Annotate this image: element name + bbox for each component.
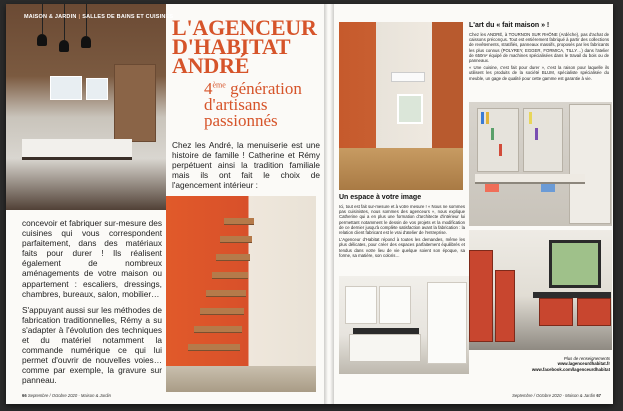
hallway-photo [339, 22, 463, 190]
body-paragraph: « Une cuisine, c'est fait pour durer », c'est la raison pour laquelle ils utilisent les produits de la société BLUM, spécialiste spécialisée du meuble, un gage de qualité pour cette gamme est garantie à vie. [469, 65, 609, 81]
page-number: 67 [596, 393, 601, 398]
subtitle-rest: génération d'artisans passionnés [204, 79, 302, 130]
title-line-3: ANDRÉ [172, 53, 250, 78]
page-number: 66 [22, 393, 27, 398]
page-footer-right [512, 393, 601, 398]
title-line-2: D'HABITAT [172, 34, 291, 59]
article-subtitle [172, 81, 322, 129]
kitchen-window [50, 76, 82, 100]
body-paragraph: S'appuyant aussi sur les méthodes de fabrication traditionnelles, Rémy a su s'adapter à l'évolution des techniques et du matériel notamment la commande numérique ce qui lui permet d'ouvrir de nouvelles voies… comme par exemple, la gravure sur panneau. [22, 304, 162, 386]
facebook-link[interactable]: www.facebook.com/lagenceurdhabitat [531, 366, 610, 372]
subtitle-number: 4 [204, 79, 213, 98]
kitchen-island [349, 334, 421, 362]
wood-cabinet [114, 64, 156, 142]
desk-top [475, 174, 585, 184]
contact-label: Plus de renseignements [563, 356, 610, 361]
kitchen-counter [22, 139, 132, 160]
kitchen-window [86, 78, 108, 100]
article-title-block [172, 15, 322, 130]
website-link[interactable]: www.lagenceurdhabitat.fr [557, 361, 610, 367]
red-kitchen-photo [469, 230, 612, 350]
air-conditioner [391, 72, 425, 82]
pendant-lamp-icon [81, 36, 91, 48]
art-section-text [469, 32, 609, 83]
white-kitchen-photo [339, 276, 469, 374]
magazine-spine [324, 4, 334, 404]
section-label: MAISON & JARDIN [24, 14, 77, 20]
intro-paragraph: Chez les André, la menuiserie est une histoire de famille ! Catherine et Rémy perpétuent ainsi la tradition familiale mais ils ont fait le choix de l'agencement intérieur : [172, 140, 320, 190]
subtitle-suffix: ème [212, 80, 226, 90]
staircase-photo [166, 196, 316, 392]
kitchen-photo [6, 4, 166, 210]
body-paragraph: Chez les ANDRÉ, à TOURNON SUR RHÔNE (Ardèche), pas d'achat de caissons préconçus. Tout est entièrement fabriqué à partir des collections de revêtements, stratifiés, panneaux massifs, proposés par les fabricants les plus connus (POLYREY, EGGER, FORMICA, TILLY…) dans l'atelier de 650m² équipé de machines spécialisées dans le travail du bois ou de panneaux. [469, 32, 609, 64]
body-paragraph: L'Agenceur d'Habitat répond à toutes les demandes, même les plus délicates, pour créer des espaces parfaitement équilibrés et tendus dans votre lieu de vie quelque soient son époque, sa forme, sa matière, son coloris… [339, 237, 465, 258]
body-paragraph: Ici, tout est fait sur-mesure et à votre mesure ! « Nous ne sommes pas cuisinistes, nous sommes des agenceurs », nous explique Catherine qui a en plus une formation d'architecte d'intérieur lui permettant notamment le dessin de vos projets et la modification de ce dernier jusqu'à complète satisfaction avant la fabrication : la relation client fabricant est le vrai d'atelier de l'entreprise. [339, 204, 465, 236]
pendant-lamp-icon [59, 40, 69, 52]
kitchen-window [549, 240, 601, 288]
footer-text: Septembre / Octobre 2020 · Maison & Jardin [512, 393, 596, 398]
art-section-title: L'art du « fait maison » ! [469, 22, 550, 29]
article-title [172, 15, 322, 78]
body-paragraph: concevoir et fabriquer sur-mesure des cuisines qui vous correspondent parfaitement, dans des matériaux faits pour durer ! Ils réalisent également de nombreux aménagements de votre maison ou appartement : escaliers, dressings, chambres, bureaux, salon, mobilier… [22, 218, 162, 299]
body-left-column [22, 218, 162, 392]
pendant-lamp-icon [37, 34, 47, 46]
espace-section-title: Un espace à votre image [339, 194, 422, 201]
page-footer-left [22, 393, 111, 398]
desk-photo [469, 102, 612, 226]
title-line-1: L'AGENCEUR [172, 15, 317, 40]
subsection-label: SALLES DE BAINS ET CUISINES [82, 14, 174, 20]
hallway-window [397, 94, 423, 124]
espace-section-text [339, 204, 465, 260]
contact-block [484, 356, 610, 372]
magazine-spread [6, 4, 613, 404]
footer-text: Septembre / Octobre 2020 · Maison & Jardin [27, 393, 111, 398]
section-header: MAISON & JARDIN | SALLES DE BAINS ET CUISINES [24, 14, 174, 20]
